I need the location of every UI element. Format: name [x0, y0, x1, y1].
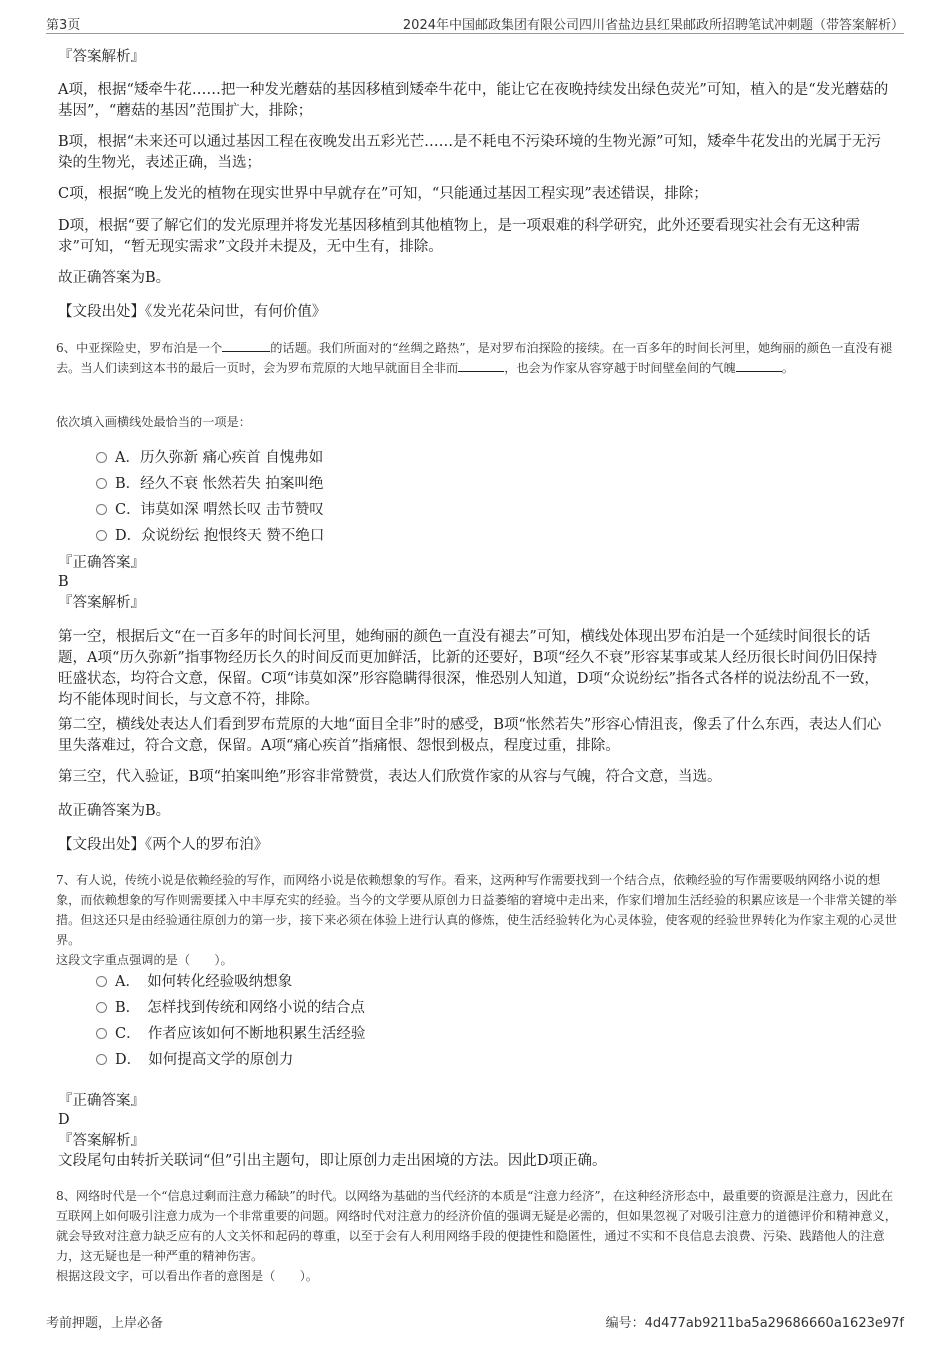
- q7-analysis-label: 『答案解析』: [58, 1133, 145, 1149]
- q6-stem: 6、中亚探险史，罗布泊是一个 的话题。我们所面对的“丝绸之路热”，是对罗布泊探险的接续。在一百多年的时间长河里，她绚丽的颜色一直没有褪去。当人们读到这本书的最后一页时，会为罗布荒原的大地早就面目全非而 ，也会为作家从容穿越于时间壁垒间的气魄 。: [56, 341, 893, 375]
- q5-analysis-label: 『答案解析』: [58, 49, 145, 65]
- q6-option-b[interactable]: B．经久不衰 怅然若失 拍案叫绝: [96, 473, 323, 495]
- q7-answer: D: [58, 1112, 70, 1128]
- q6-option-d[interactable]: D．众说纷纭 抱恨终天 赞不绝口: [96, 525, 324, 547]
- page-header: [46, 14, 904, 32]
- q7-option-b[interactable]: B． 怎样找到传统和网络小说的结合点: [96, 997, 365, 1019]
- radio-icon[interactable]: [96, 1028, 107, 1039]
- q6-analysis-3: 第三空，代入验证，B项“拍案叫绝”形容非常赞赏，表达人们欣赏作家的从容与气魄，符合文意，当选。: [58, 769, 722, 785]
- radio-icon[interactable]: [96, 976, 107, 987]
- radio-icon[interactable]: [96, 452, 107, 463]
- q7-stem: 7、有人说，传统小说是依赖经验的写作，而网络小说是依赖想象的写作。看来，这两种写作需要找到一个结合点，依赖经验的写作需要吸纳网络小说的想象，而依赖想象的写作则需要揉入中丰厚充实的经验。当今的文学要从原创力日益萎缩的窘境中走出来，作家们增加生活经验的积累应该是一个非常关键的举措。但这还只是由经验通往原创力的第一步，接下来必须在体验上进行认真的修炼，使生活经验转化为心灵体验，使客观的经验世界转化为作家主观的心灵世界。: [56, 873, 897, 947]
- q8-stem: 8、网络时代是一个“信息过剩而注意力稀缺”的时代。以网络为基础的当代经济的本质是“注意力经济”，在这种经济形态中，最重要的资源是注意力，因此在互联网上如何吸引注意力成为一个非常重要的问题。网络时代对注意力的经济价值的强调无疑是必需的，但如果忽视了对吸引注意力的道德评价和精神意义，就会导致对注意力缺乏应有的人文关怀和起码的尊重，以至于会有人利用网络手段的便捷性和隐匿性，通过不实和不良信息去浪费、污染、践踏他人的注意力，这无疑也是一种严重的精神伤害。: [56, 1189, 897, 1263]
- q6-source: 【文段出处】《两个人的罗布泊》: [58, 837, 269, 853]
- document-title: 2024年中国邮政集团有限公司四川省盐边县红果邮政所招聘笔试冲刺题（带答案解析）: [402, 18, 904, 33]
- radio-icon[interactable]: [96, 1054, 107, 1065]
- q7-option-a[interactable]: A． 如何转化经验吸纳想象: [96, 971, 292, 993]
- blank-1: [222, 351, 270, 352]
- footer-slogan: 考前押题，上岸必备: [46, 1316, 164, 1331]
- q7-prompt: 这段文字重点强调的是（ ）。: [56, 953, 233, 967]
- page-footer: [46, 1312, 904, 1330]
- q5-conclusion: 故正确答案为B。: [58, 270, 171, 286]
- q6-prompt: 依次填入画横线处最恰当的一项是：: [56, 415, 251, 429]
- q5-analysis-b: B项，根据“未来还可以通过基因工程在夜晚发出五彩光芒……是不耗电不污染环境的生物光源”可知，矮牵牛花发出的光属于无污染的生物光，表述正确，当选；: [58, 134, 881, 171]
- radio-icon[interactable]: [96, 1002, 107, 1013]
- q5-analysis-d: D项，根据“要了解它们的发光原理并将发光基因移植到其他植物上，是一项艰难的科学研究，此外还要看现实社会有无这种需求”可知，“暂无现实需求”文段并未提及，无中生有，排除。: [58, 218, 861, 255]
- q5-source: 【文段出处】《发光花朵问世，有何价值》: [58, 304, 327, 320]
- radio-icon[interactable]: [96, 530, 107, 541]
- radio-icon[interactable]: [96, 504, 107, 515]
- q5-analysis-c: C项，根据“晚上发光的植物在现实世界中早就存在”可知，“只能通过基因工程实现”表述错误，排除；: [58, 186, 708, 202]
- q6-answer-label: 『正确答案』: [58, 555, 145, 571]
- q7-option-c[interactable]: C． 作者应该如何不断地积累生活经验: [96, 1023, 365, 1045]
- q6-analysis-2: 第二空，横线处表达人们看到罗布荒原的大地“面目全非”时的感受，B项“怅然若失”形容心情沮丧，像丢了什么东西，表达人们心里失落难过，符合文意，保留。A项“痛心疾首”指痛恨、怨恨到极点，程度过重，排除。: [58, 717, 882, 754]
- q6-answer: B: [58, 574, 69, 590]
- q6-analysis-1: 第一空，根据后文“在一百多年的时间长河里，她绚丽的颜色一直没有褪去”可知，横线处体现出罗布泊是一个延续时间很长的话题，A项“历久弥新”指事物经历长久的时间反而更加鲜活，比新的还要好，B项“经久不衰”形容某事或某人经历很长时间仍旧保持旺盛状态，均符合文意，保留。C项“讳莫如深”形容隐瞒得很深，惟恐别人知道，D项“众说纷纭”指各式各样的说法纷乱不一致，均不能体现时间长，与文意不符，排除。: [58, 629, 879, 708]
- q7-analysis: 文段尾句由转折关联词“但”引出主题句，即让原创力走出困境的方法。因此D项正确。: [58, 1153, 607, 1169]
- radio-icon[interactable]: [96, 478, 107, 489]
- q8-prompt: 根据这段文字，可以看出作者的意图是（ ）。: [56, 1269, 319, 1283]
- blank-2: [458, 371, 504, 372]
- blank-3: [736, 371, 782, 372]
- header-divider: [46, 33, 904, 34]
- q7-option-d[interactable]: D． 如何提高文学的原创力: [96, 1049, 293, 1071]
- document-id: 编号：4d477ab9211ba5a29686660a1623e97f: [605, 1316, 904, 1331]
- q6-conclusion: 故正确答案为B。: [58, 803, 171, 819]
- q6-analysis-label: 『答案解析』: [58, 595, 145, 611]
- q6-option-c[interactable]: C．讳莫如深 喟然长叹 击节赞叹: [96, 499, 324, 521]
- q5-analysis-a: A项，根据“矮牵牛花……把一种发光蘑菇的基因移植到矮牵牛花中，能让它在夜晚持续发出绿色荧光”可知，植入的是“发光蘑菇的基因”，“蘑菇的基因”范围扩大，排除；: [58, 82, 889, 119]
- q6-option-a[interactable]: A．历久弥新 痛心疾首 自愧弗如: [96, 447, 323, 469]
- q7-answer-label: 『正确答案』: [58, 1093, 145, 1109]
- page-number: 第3页: [46, 18, 81, 33]
